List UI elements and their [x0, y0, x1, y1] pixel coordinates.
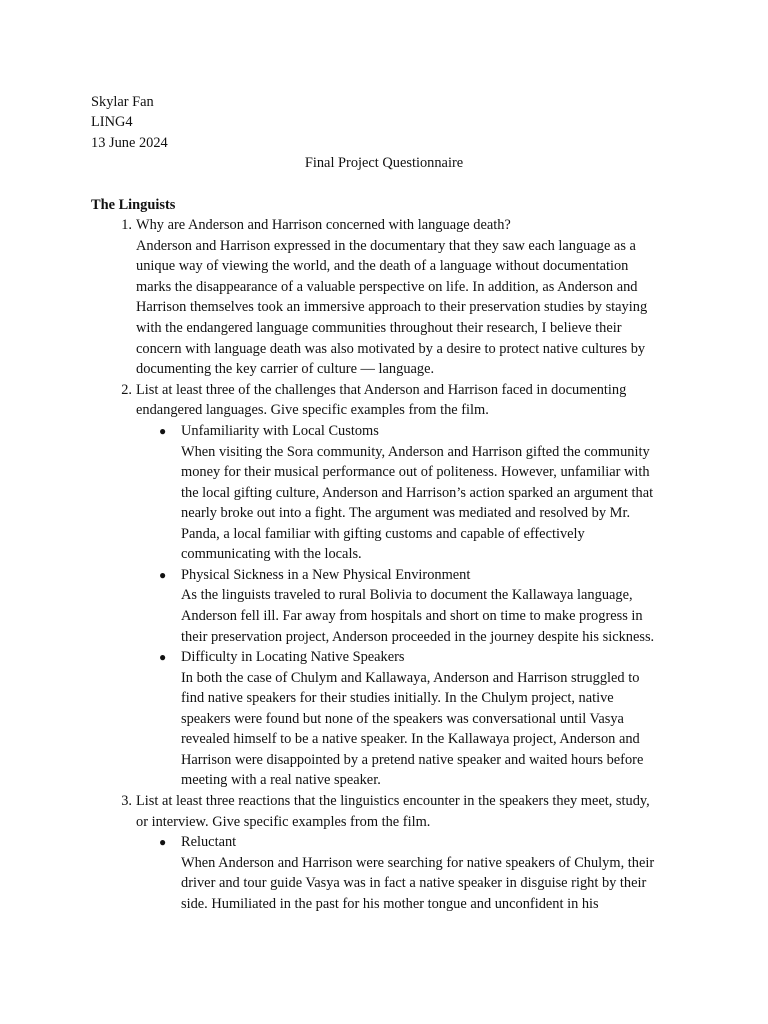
- bullet-title: Unfamiliarity with Local Customs: [181, 423, 379, 439]
- bullet-text: When visiting the Sora community, Anderson and Harrison gifted the community: [181, 444, 650, 460]
- bullet-text: communicating with the locals.: [181, 546, 362, 562]
- bullet-text: their preservation project, Anderson proceeded in the journey despite his sickness.: [181, 629, 655, 645]
- section-heading: The Linguists: [91, 197, 176, 213]
- bullet-text: the local gifting culture, Anderson and Harrison’s action sparked an argument that: [181, 485, 654, 501]
- bullet-text: As the linguists traveled to rural Bolivia to document the Kallawaya language,: [181, 587, 633, 603]
- answer-line: documenting the key carrier of culture — language.: [136, 361, 435, 377]
- bullet-icon: ●: [159, 650, 167, 664]
- bullet-text: Panda, a local familiar with gifting customs and capable of effectively: [181, 526, 585, 542]
- answer-line: Harrison themselves took an immersive approach to their preservation studies by staying: [136, 299, 648, 315]
- bullet-icon: ●: [159, 835, 167, 849]
- bullet-text: In both the case of Chulym and Kallawaya, Anderson and Harrison struggled to: [181, 670, 640, 686]
- course-code: LING4: [91, 114, 133, 130]
- question-number: 3.: [121, 793, 132, 809]
- bullet-text: Anderson fell ill. Far away from hospitals and short on time to make progress in: [181, 608, 643, 624]
- bullet-text: meeting with a real native speaker.: [181, 772, 381, 788]
- bullet-text: When Anderson and Harrison were searching for native speakers of Chulym, their: [181, 855, 655, 871]
- document-date: 13 June 2024: [91, 135, 168, 151]
- bullet-text: nearly broke out into a fight. The argument was mediated and resolved by Mr.: [181, 505, 631, 521]
- bullet-text: Harrison were disappointed by a pretend native speaker and waited hours before: [181, 752, 644, 768]
- answer-line: with the endangered language communities throughout their research, I believe their: [136, 320, 622, 336]
- question-prompt: List at least three of the challenges that Anderson and Harrison faced in documenting: [136, 382, 627, 398]
- bullet-icon: ●: [159, 424, 167, 438]
- bullet-title: Reluctant: [181, 834, 237, 850]
- bullet-text: driver and tour guide Vasya was in fact a native speaker in disguise right by their: [181, 875, 647, 891]
- question-prompt: List at least three reactions that the linguistics encounter in the speakers they meet, study,: [136, 793, 650, 809]
- bullet-text: money for their musical performance out of politeness. However, unfamiliar with: [181, 464, 650, 480]
- bullet-text: speakers were found but none of the speakers was conversational until Vasya: [181, 711, 624, 727]
- question-number: 1.: [121, 217, 132, 233]
- question-prompt: Why are Anderson and Harrison concerned with language death?: [136, 217, 511, 233]
- question-number: 2.: [121, 382, 132, 398]
- bullet-title: Difficulty in Locating Native Speakers: [181, 649, 405, 665]
- question-prompt: or interview. Give specific examples from the film.: [136, 814, 431, 830]
- bullet-text: find native speakers for their studies initially. In the Chulym project, native: [181, 690, 614, 706]
- document-title: Final Project Questionnaire: [304, 155, 464, 171]
- bullet-icon: ●: [159, 568, 167, 582]
- bullet-text: revealed himself to be a native speaker. In the Kallawaya project, Anderson and: [181, 731, 640, 747]
- question-prompt: endangered languages. Give specific examples from the film.: [136, 402, 489, 418]
- bullet-text: side. Humiliated in the past for his mother tongue and unconfident in his: [181, 896, 599, 912]
- answer-line: marks the disappearance of a valuable perspective on life. In addition, as Anderson and: [136, 279, 638, 295]
- answer-line: concern with language death was also motivated by a desire to protect native cultures by: [136, 341, 646, 357]
- author-name: Skylar Fan: [91, 94, 154, 110]
- answer-line: Anderson and Harrison expressed in the documentary that they saw each language as a: [136, 238, 636, 254]
- bullet-title: Physical Sickness in a New Physical Environment: [181, 567, 471, 583]
- answer-line: unique way of viewing the world, and the death of a language without documentation: [136, 258, 629, 274]
